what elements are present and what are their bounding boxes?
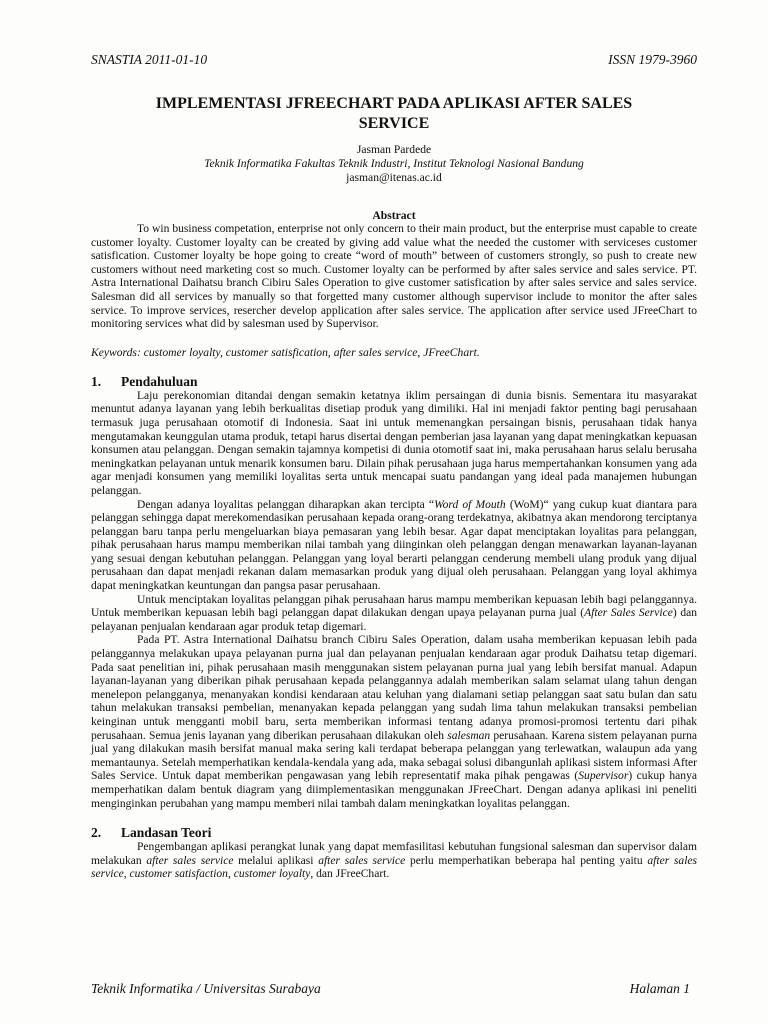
paper-email: jasman@itenas.ac.id: [346, 171, 442, 184]
paragraph: [91, 634, 697, 811]
page-content: [91, 94, 697, 882]
text-run: ) cukup hanya memperhatikan dalam bentuk diagram yang diimplementasikan menggunakan JFreeChart. Dengan adanya aplikasi ini peneliti menginginkan perubahan yang mampu memberi nilai tambah dalam meningkatkan loyalitas pelanggan.: [91, 770, 697, 810]
paper-author: Jasman Pardede: [356, 143, 432, 156]
text-run: ,: [123, 868, 130, 881]
text-run: perlu memperhatikan beberapa hal penting yaitu: [405, 854, 648, 867]
section-heading: [91, 374, 697, 390]
paragraph: [91, 499, 697, 594]
text-run: (WoM)“ yang cukup kuat diantara para pelanggan sehingga dapat merekomendasikan perusahaan kepada orang-orang terdekatnya, akibatnya akan mendorong terciptanya pelanggan baru tanpa perlu mengeluarkan biaya pemasaran yang lebih besar. Agar dapat menciptakan loyalitas para pelanggan, pihak perusahaan harus mampu memberikan nilai tambah yang diinginkan oleh pelanggan dengan menawarkan layanan-layanan yang sesuai dengan kebutuhan pelanggan. Pelanggan yang loyal berarti pelanggan cenderung membeli ulang produk yang dijual perusahaan dan dapat menjadi rekanan dalam memasarkan produk yang dijual oleh perusahaan. Pelanggan yang loyal akhimya dapat meningkatkan keuntungan dan pangsa pasar perusahaan.: [91, 498, 697, 593]
section-heading: [91, 825, 697, 841]
emphasis: Supervisor: [578, 770, 629, 783]
emphasis: Word of Mouth: [434, 498, 506, 511]
emphasis: after sales service: [146, 854, 234, 867]
emphasis: after sales service: [318, 854, 406, 867]
section-number: 1.: [91, 373, 102, 389]
paper-title: IMPLEMENTASI JFREECHART PADA APLIKASI AFTER SALES SERVICE: [155, 95, 633, 132]
text-run: melalui aplikasi: [233, 854, 319, 867]
abstract-heading: Abstract: [372, 209, 416, 222]
footer-institution: Teknik Informatika / Universitas Surabaya: [91, 981, 321, 996]
text-run: Pada PT. Astra International Daihatsu branch Cibiru Sales Operation, dalam usaha memberikan kepuasan lebih pada pelanggannya melakukan upaya pelayanan purna jual dan pelayanan penjualan kendaraan agar produk Daihatsu tetap digemari. Pada saat penelitian ini, pihak perusahaan masih menggunakan sistem pelayanan purna jual yang lebih bersifat manual. Adapun layanan-layanan yang diberikan pihak perusahaan kepada pelanggannya adalah memberikan salam selamat ulang tahun dengan menelepon pelangganya, menanyakan kondisi kendaraan atau keluhan yang dialamani setiap pelanggan saat satu bulan dan satu tahun melakukan transaksi pembelian, menanyakan kepada pelanggan yang sudah lima tahun melakukan transaksi pembelian keinginan untuk mengganti mobil baru, serta memberikan informasi tentang adanya promosi-promosi tertentu dari pihak perusahaan. Semua jenis layanan yang diberikan perusahaan dilakukan oleh: [91, 634, 697, 742]
text-run: perusahaan. Karena sistem pelayanan purna jual yang dilakukan masih bersifat manual maka sering kali terdapat beberapa pelanggan yang terlewatkan, walaupun ada yang memantaunya. Setelah memperhatikan kendala-kendala yang ada, maka sebagai solusi dibangunlah aplikasi sistem informasi After Sales Service. Untuk dapat memberikan pengawasan yang lebih representatif maka pihak pengawas (: [91, 729, 697, 783]
keywords: Keywords: customer loyalty, customer satisfication, after sales service, JFreeChart.: [91, 345, 480, 359]
emphasis: after sales service: [91, 854, 698, 881]
text-run: Untuk menciptakan loyalitas pelanggan pihak perusahaan harus mampu memberikan kepuasan lebih bagi pelanggannya. Untuk memberikan kepuasan lebih bagi pelanggan dapat dilakukan dengan upaya pelayanan purna jual (: [91, 593, 697, 620]
text-run: , dan JFreeChart.: [310, 868, 390, 881]
section-title: Landasan Teori: [121, 825, 212, 841]
header-issn: ISSN 1979-3960: [608, 52, 697, 67]
abstract-text: To win business competation, enterprise not only concern to their main product, but the enterprise must capable to create customer loyalty. Customer loyalty can be created by giving add value what the needed the customer with serviceses customer satisfication. Customer loyalty be hope going to create “word of mouth” between of customers strongly, so push to create new customers without need marketing cost so much. Customer loyalty can be performed by after sales service and sales service. PT. Astra International Daihatsu branch Cibiru Sales Operation to give customer satisfication by after sales service and sales service. Salesman did all services by manually so that forgetted many customer although supervisor include to monitor the after sales service. To improve services, resercher develop application after sales service. The application after service used JFreeChart to monitoring services what did by salesman used by Supervisor.: [91, 223, 697, 331]
section-title: Pendahuluan: [121, 373, 198, 389]
paragraph: [91, 594, 697, 635]
text-run: Pengembangan aplikasi perangkat lunak yang dapat memfasilitasi kebutuhan fungsional salesman dan supervisor dalam melakukan: [91, 841, 697, 867]
paragraph: Laju perekonomian ditandai dengan semakin ketatnya iklim persaingan di dunia bisnis. Sementara itu masyarakat menuntut adanya layanan yang lebih berkualitas disetiap produk yang dimiliki. Hal ini menjadi faktor penting bagi perusahaan termasuk juga perusahaan otomotif di Indonesia. Saat ini untuk memenangkan persaingan bisnis, perusahaan tidak hanya mengutamakan keunggulan utama produk, tetapi harus disertai dengan pemberian jasa layanan yang dapat meningkatkan kepuasan konsumen atau pelanggan. Dengan semakin tajamnya kompetisi di dunia otomotif saat ini, maka perusahaan harus selalu berusaha meningkatkan pelayanan untuk menarik konsumen baru. Dilain pihak perusahaan juga harus mempertahankan konsumen yang ada agar menjadi konsumen yang memiliki loyalitas serta untuk mencapai suatu pandangan yang ideal pada manajemen hubungan pelanggan.: [91, 389, 697, 497]
emphasis: customer satisfaction: [129, 868, 228, 881]
paper-affiliation: Teknik Informatika Fakultas Teknik Industri, Institut Teknologi Nasional Bandung: [204, 157, 584, 170]
text-run: ) dan pelayanan penjualan kendaraan agar produk tetap digemari.: [91, 607, 697, 633]
paragraph: [91, 841, 697, 882]
header-conference: SNASTIA 2011-01-10: [91, 52, 208, 67]
text-run: Dengan adanya loyalitas pelanggan diharapkan akan tercipta “: [137, 498, 435, 511]
footer-page-number: Halaman 1: [629, 981, 690, 996]
emphasis: After Sales Service: [584, 607, 673, 620]
emphasis: salesman: [447, 729, 491, 742]
text-run: ,: [227, 868, 234, 881]
emphasis: customer loyalty: [233, 868, 311, 881]
section-number: 2.: [91, 825, 102, 841]
